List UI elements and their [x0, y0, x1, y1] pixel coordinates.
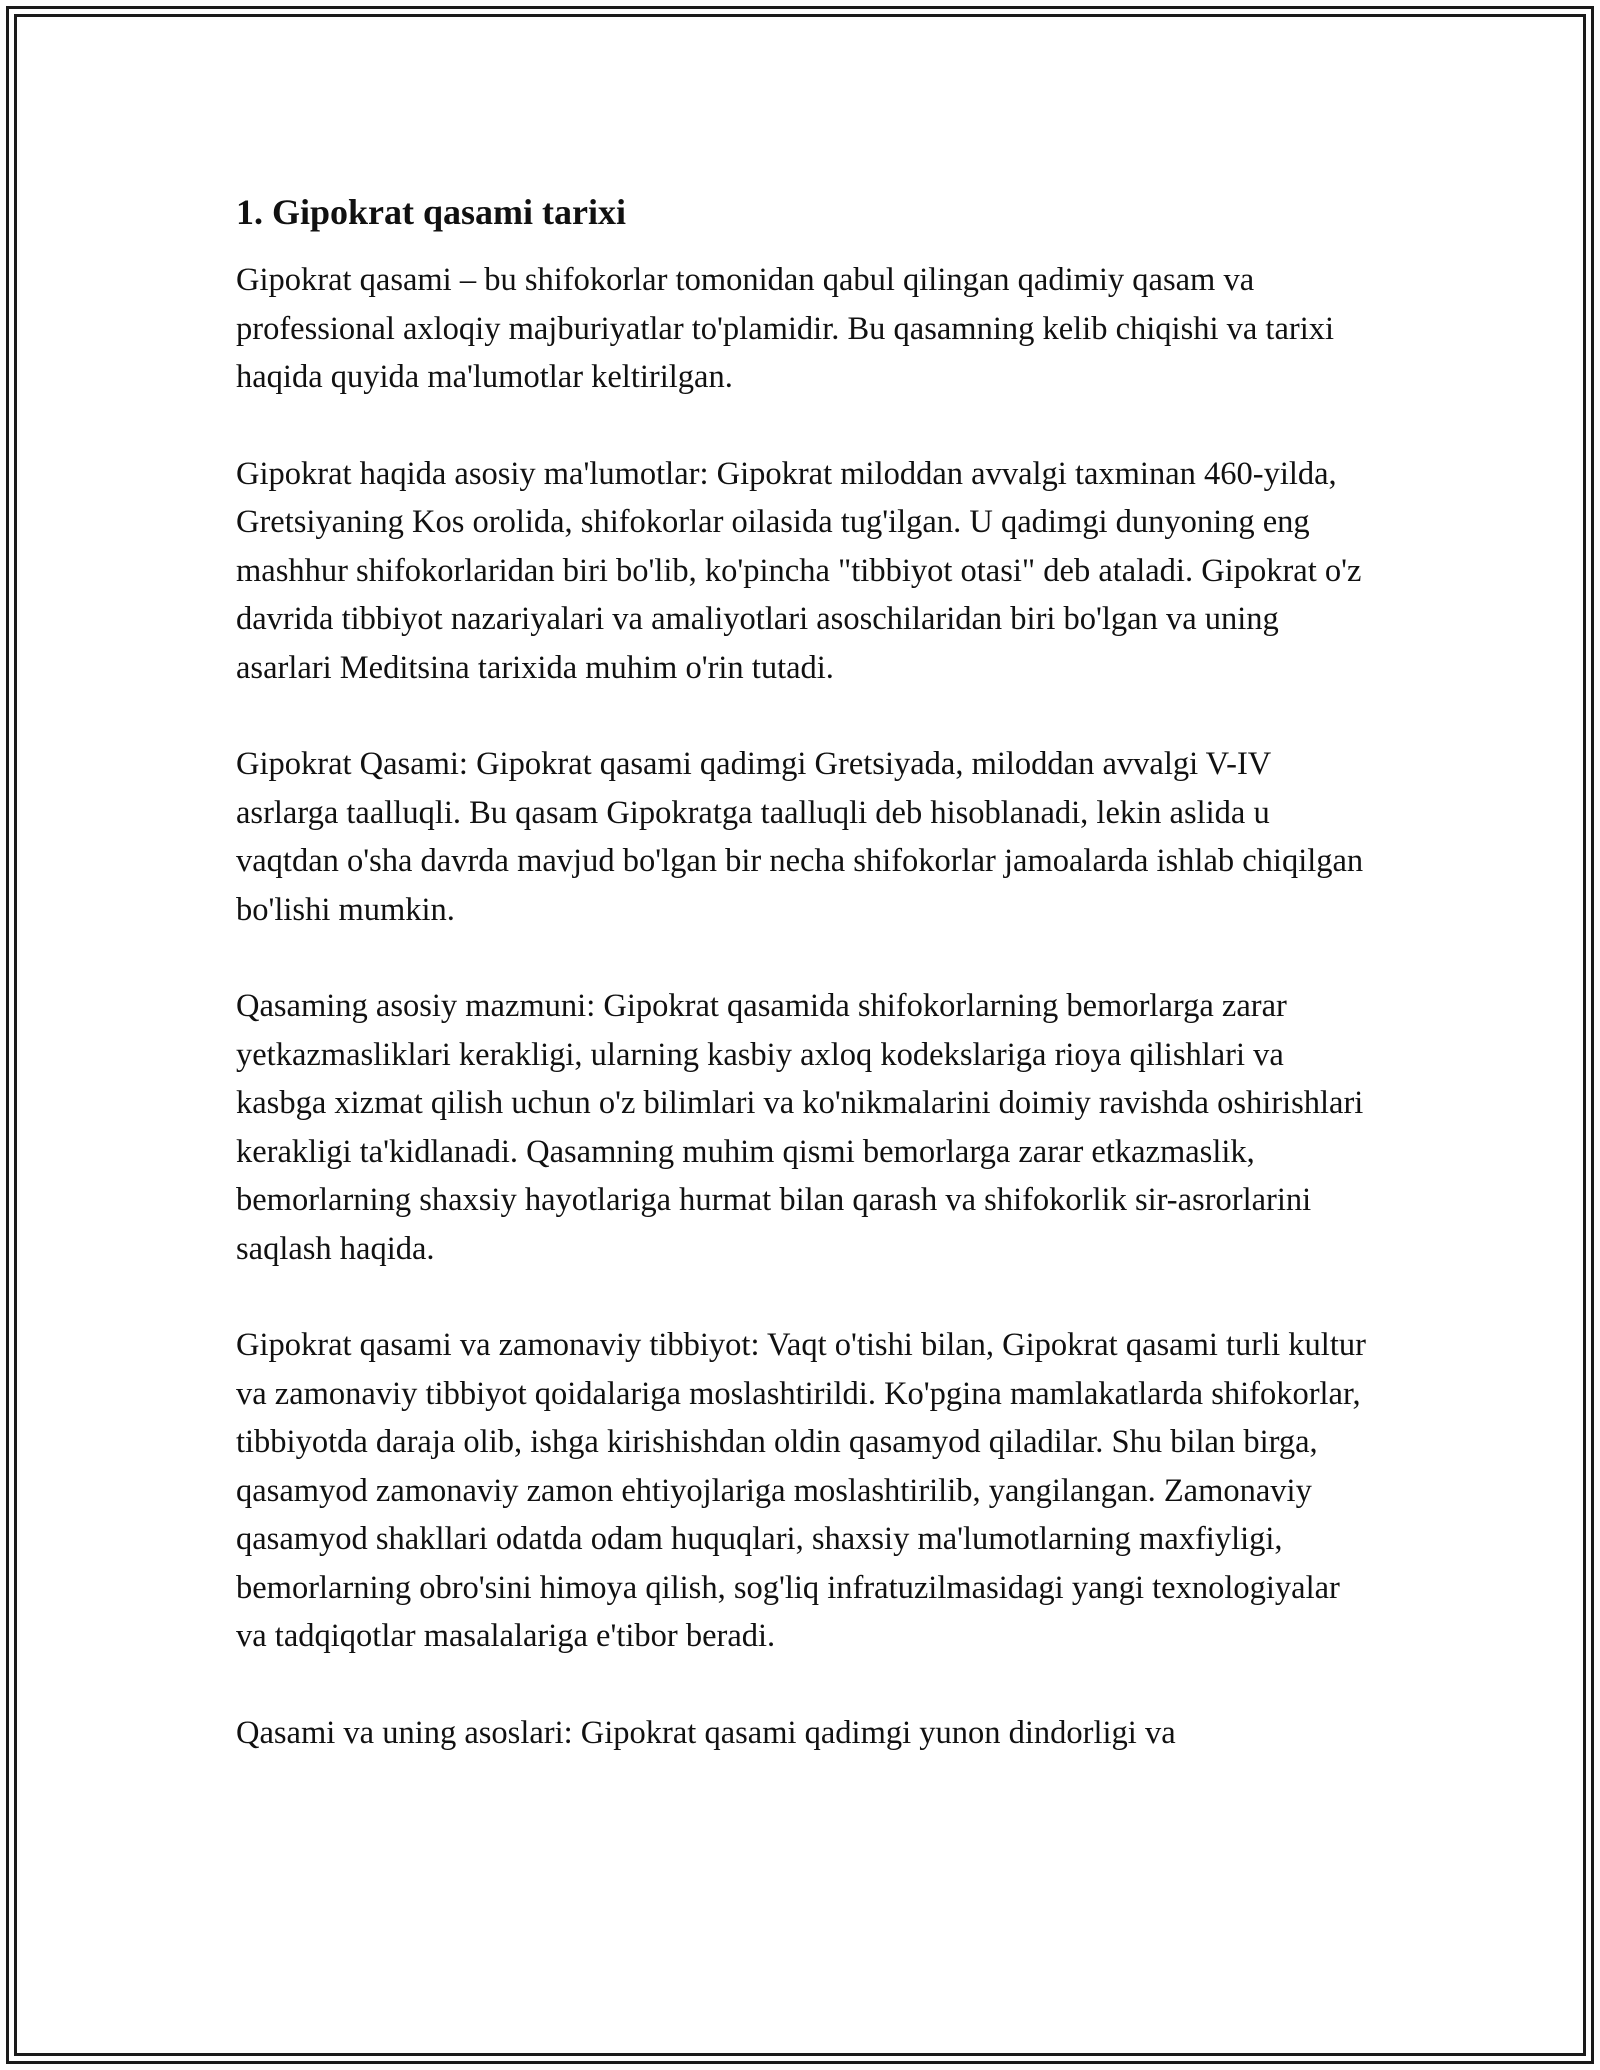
paragraph-oath-foundations: Qasami va uning asoslari: Gipokrat qasami qadimgi yunon dindorligi va [236, 1714, 1176, 1751]
paragraph-oath-origin: Gipokrat Qasami: Gipokrat qasami qadimgi Gretsiyada, miloddan avvalgi V-IV asrlarga taalluqli. Bu qasam Gipokratga taalluqli deb hisoblanadi, lekin aslida u vaqtdan o'sha davrda mavjud bo'lgan bir necha shifokorlar jamoalarda ishlab chiqilgan bo'lishi mumkin. [236, 746, 1364, 928]
paragraph-oath-content: Qasaming asosiy mazmuni: Gipokrat qasamida shifokorlarning bemorlarga zarar yetkazmasliklari kerakligi, ularning kasbiy axloq kodekslariga rioya qilishlari va kasbga xizmat qilish uchun o'z bilimlari va ko'nikmalarini doimiy ravishda oshirishlari kerakligi ta'kidlanadi. Qasamning muhim qismi bemorlarga zarar etkazmaslik, bemorlarning shaxsiy hayotlariga hurmat bilan qarash va shifokorlik sir-asrorlarini saqlash haqida. [236, 988, 1364, 1267]
paragraph-modern-medicine: Gipokrat qasami va zamonaviy tibbiyot: Vaqt o'tishi bilan, Gipokrat qasami turli kultur va zamonaviy tibbiyot qoidalariga moslashtirildi. Ko'pgina mamlakatlarda shifokorlar, tibbiyotda daraja olib, ishga kirishishdan oldin qasamyod qiladilar. Shu bilan birga, qasamyod zamonaviy zamon ehtiyojlariga moslashtirilib, yangilangan. Zamonaviy qasamyod shakllari odatda odam huquqlari, shaxsiy ma'lumotlarning maxfiyligi, bemorlarning obro'sini himoya qilish, sog'liq infratuzilmasidagi yangi texnologiyalar va tadqiqotlar masalalariga e'tibor beradi. [236, 1327, 1366, 1654]
document-body [236, 188, 1376, 1805]
paragraph-about-hippocrates: Gipokrat haqida asosiy ma'lumotlar: Gipokrat miloddan avvalgi taxminan 460-yilda, Gretsiyaning Kos orolida, shifokorlar oilasida tug'ilgan. U qadimgi dunyoning eng mashhur shifokorlaridan biri bo'lib, ko'pincha "tibbiyot otasi" deb ataladi. Gipokrat o'z davrida tibbiyot nazariyalari va amaliyotlari asoschilaridan biri bo'lgan va uning asarlari Meditsina tarixida muhim o'rin tutadi. [236, 455, 1362, 686]
section-heading: 1. Gipokrat qasami tarixi [236, 192, 627, 232]
paragraph-intro: Gipokrat qasami – bu shifokorlar tomonidan qabul qilingan qadimiy qasam va professional axloqiy majburiyatlar to'plamidir. Bu qasamning kelib chiqishi va tarixi haqida quyida ma'lumotlar keltirilgan. [236, 262, 1335, 395]
